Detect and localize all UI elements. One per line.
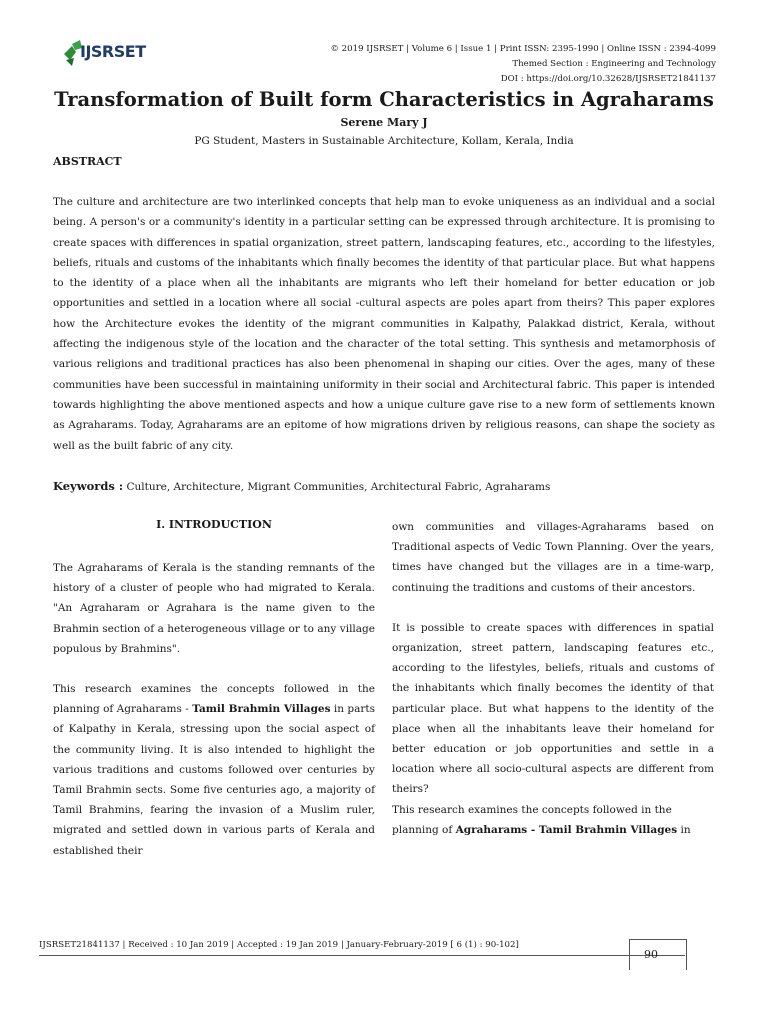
right-column: [392, 517, 714, 840]
journal-logo: [60, 36, 155, 74]
keywords-label: Keywords :: [53, 479, 124, 493]
journal-info: © 2019 IJSRSET | Volume 6 | Issue 1 | Print ISSN: 2395-1990 | Online ISSN : 2394-4099: [330, 44, 716, 54]
footer-citation: IJSRSET21841137 | Received : 10 Jan 2019 | Accepted : 19 Jan 2019 | January-February-2019 [ 6 (1) : 90-102]: [39, 940, 519, 950]
abstract-body: The culture and architecture are two interlinked concepts that help man to evoke uniqueness as an individual and a social being. A person's or a community's identity in a particular setting can be expressed through architecture. It is promising to create spaces with differences in spatial organization, street pattern, landscaping features, etc., according to the lifestyles, beliefs, rituals and customs of the inhabitants which finally becomes the identity of that particular place. But what happens to the identity of a place when all the inhabitants are migrants who left their homeland for better education or job opportunities and settled in a location where all social -cultural aspects are poles apart from theirs? This paper explores how the Architecture evokes the identity of the migrant communities in Kalpathy, Palakkad district, Kerala, without affecting the indigenous style of the location and the character of the total setting. This synthesis and metamorphosis of various religions and traditional practices has also been phenomenal in shaping our cities. Over the ages, many of these communities have been successful in maintaining uniformity in their social and Architectural fabric. This paper is intended towards highlighting the above mentioned aspects and how a unique culture gave rise to a new form of settlements known as Agraharams. Today, Agraharams are an epitome of how migrations driven by religious reasons, can shape the society as well as the built fabric of any city.: [53, 196, 715, 452]
page-number-box: [629, 939, 687, 970]
emphasis-text: Agraharams - Tamil Brahmin Villages: [455, 823, 678, 836]
logo-text: IJSRSET: [80, 42, 146, 61]
page-number: 90: [644, 948, 658, 961]
intro-paragraph-1: The Agraharams of Kerala is the standing remnants of the history of a cluster of people who had migrated to Kerala. "An Agraharam or Agrahara is the name given to the Brahmin section of a heterogeneous village or to any village populous by Brahmins".: [53, 562, 375, 655]
author-name: Serene Mary J: [340, 116, 428, 129]
text-span: in parts of Kalpathy in Kerala, stressing upon the social aspect of the community living. It is also intended to highlight the various traditions and customs followed over centuries by Tamil Brahmin sects. Some five centuries ago, a majority of Tamil Brahmins, fearing the invasion of a Muslim ruler, migrated and settled down in various parts of Kerala and established their: [53, 703, 375, 857]
keywords: [53, 479, 550, 493]
abstract-heading: ABSTRACT: [53, 155, 122, 168]
author-affiliation: PG Student, Masters in Sustainable Architecture, Kollam, Kerala, India: [194, 135, 574, 147]
intro-paragraph-4: It is possible to create spaces with differences in spatial organization, street pattern, landscaping features etc., according to the lifestyles, beliefs, rituals and customs of the inhabitants which finally becomes the identity of that particular place. But what happens to the identity of the place when all the inhabitants leave their homeland for better education or job opportunities and settle in a location where all socio-cultural aspects are different from theirs?: [392, 621, 714, 796]
intro-paragraph-3: own communities and villages-Agraharams based on Traditional aspects of Vedic Town Planning. Over the years, times have changed but the villages are in a time-warp, continuing the traditions and customs of their ancestors.: [392, 521, 714, 594]
text-span: This research examines the concepts followed in the planning of Agraharams -: [53, 683, 375, 716]
section-heading-introduction: I. INTRODUCTION: [156, 518, 272, 531]
footer-divider: [39, 955, 685, 956]
intro-paragraph-5: [392, 800, 714, 840]
paper-title: Transformation of Built form Characteristics in Agraharams: [54, 88, 714, 111]
themed-section: Themed Section : Engineering and Technology: [512, 59, 716, 69]
header-meta: [330, 42, 716, 87]
emphasis-text: Tamil Brahmin Villages: [192, 703, 331, 716]
intro-paragraph-2: [53, 679, 375, 861]
text-span: in: [677, 823, 691, 836]
doi: DOI : https://doi.org/10.32628/IJSRSET21841137: [500, 74, 716, 84]
keywords-text: Culture, Architecture, Migrant Communities, Architectural Fabric, Agraharams: [126, 481, 551, 493]
text-span: This research examines the concepts followed in the planning of: [392, 803, 672, 836]
left-column: [53, 558, 375, 861]
